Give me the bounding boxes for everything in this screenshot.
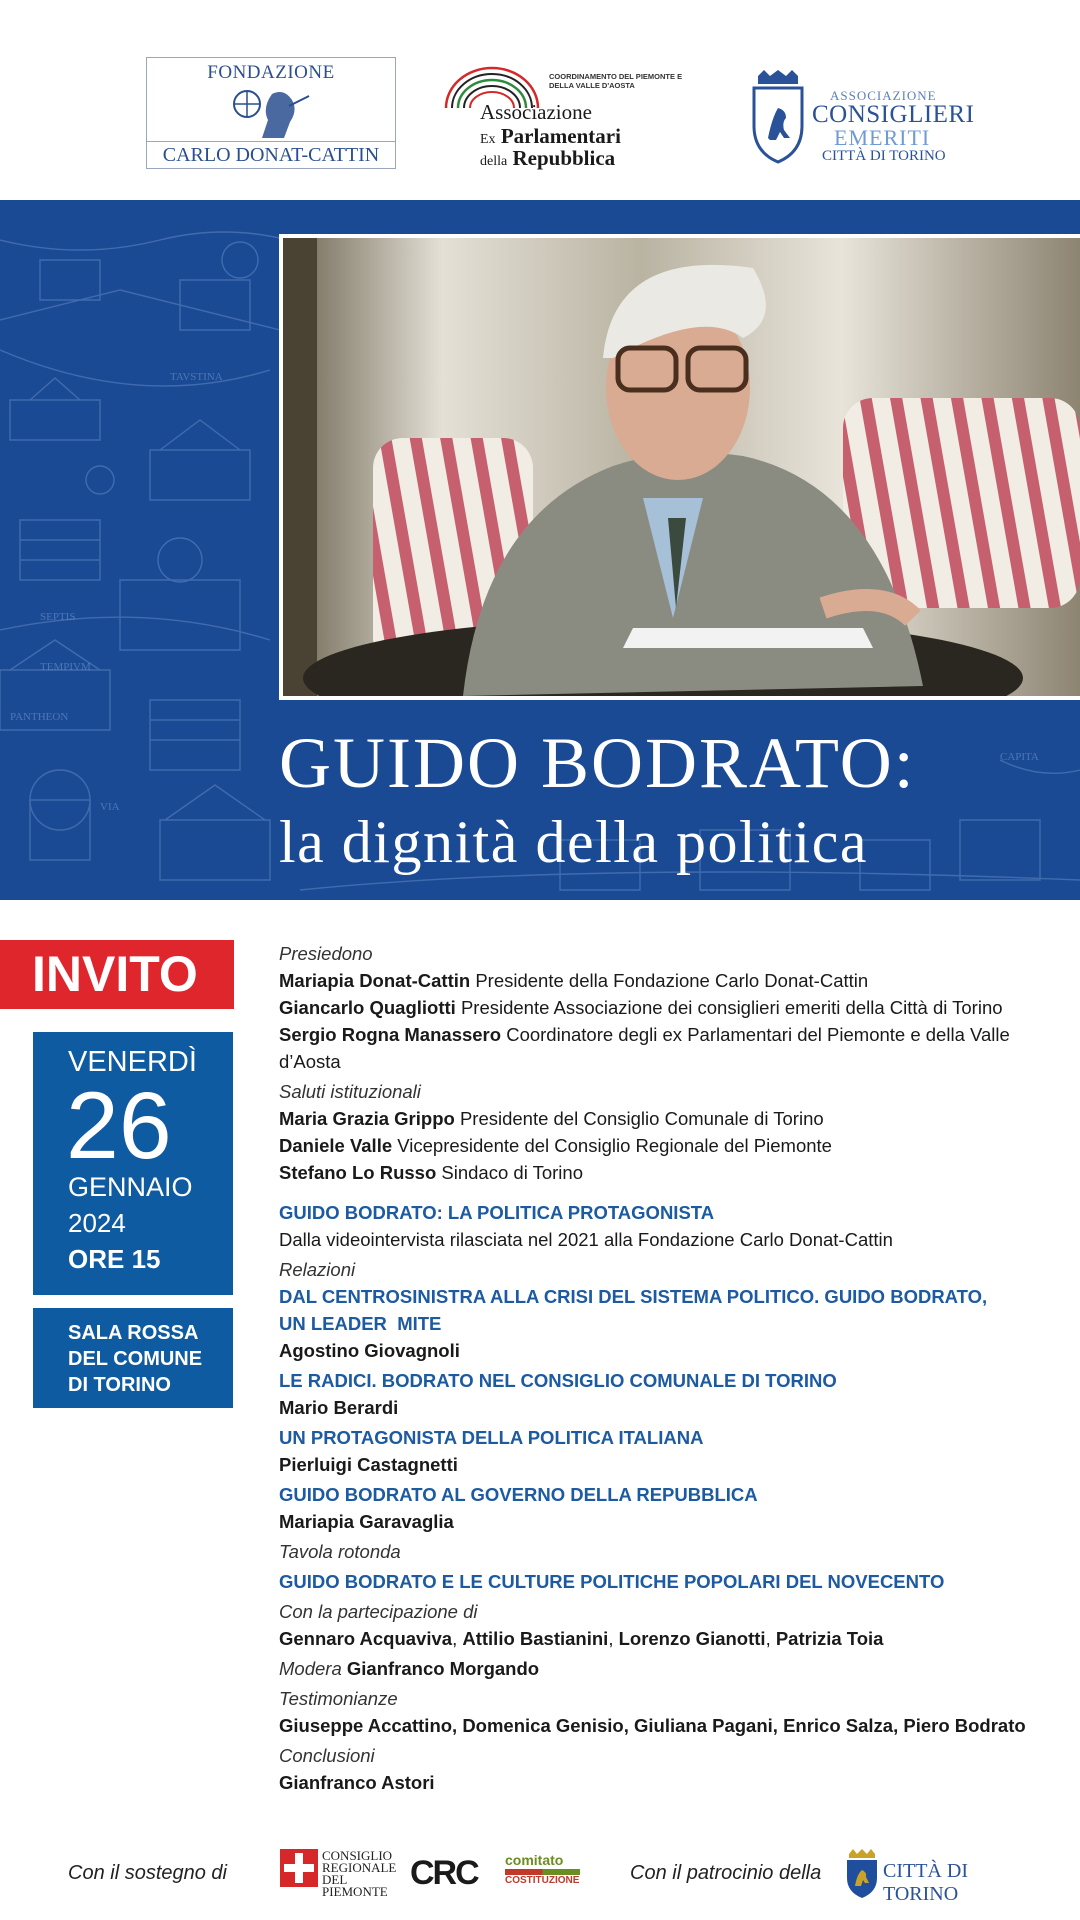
comitato-line1: comitato — [505, 1852, 564, 1868]
comitato-line2: COSTITUZIONE — [505, 1875, 580, 1886]
patrocinio-label: Con il patrocinio della — [630, 1862, 822, 1884]
event-time: ORE 15 — [68, 1244, 161, 1274]
presiedono-item: Giancarlo Quagliotti Presidente Associazione dei consiglieri emeriti della Città di Torino — [279, 997, 1003, 1018]
date-box — [33, 1032, 233, 1295]
relazione-speaker: Mariapia Garavaglia — [279, 1511, 454, 1532]
consiglio-line3: DEL PIEMONTE — [322, 1872, 388, 1899]
consiglieri-emeriti-logo — [750, 68, 990, 168]
tavola-title: GUIDO BODRATO E LE CULTURE POLITICHE POPOLARI DEL NOVECENTO — [279, 1571, 945, 1592]
testimonianze-list: Giuseppe Accattino, Domenica Genisio, Giuliana Pagani, Enrico Salza, Piero Bodrato — [279, 1715, 1026, 1736]
saluti-item: Daniele Valle Vicepresidente del Consiglio Regionale del Piemonte — [279, 1135, 832, 1156]
aep-coordinamento-text: COORDINAMENTO DEL PIEMONTE E DELLA VALLE D'AOSTA — [549, 72, 683, 90]
citta-torino-text: CITTÀ DI TORINO — [883, 1860, 968, 1905]
protagonista-desc: Dalla videointervista rilasciata nel 2021 alla Fondazione Carlo Donat-Cattin — [279, 1229, 893, 1250]
moderatore-line: Modera Gianfranco Morgando — [279, 1658, 540, 1679]
svg-text:SEPTIS: SEPTIS — [40, 611, 76, 623]
relazione-speaker: Pierluigi Castagnetti — [279, 1454, 458, 1475]
relazioni-label: Relazioni — [279, 1259, 356, 1280]
presiedono-item: Mariapia Donat-Cattin Presidente della Fondazione Carlo Donat-Cattin — [279, 970, 869, 991]
fondazione-logo-line1: FONDAZIONE — [207, 62, 335, 83]
consiglio-line2: REGIONALE — [322, 1860, 397, 1875]
event-day: 26 — [66, 1073, 172, 1179]
relazione-title: GUIDO BODRATO AL GOVERNO DELLA REPUBBLICA — [279, 1484, 758, 1505]
svg-text:PANTHEON: PANTHEON — [10, 711, 69, 723]
protagonista-title: GUIDO BODRATO: LA POLITICA PROTAGONISTA — [279, 1202, 715, 1223]
ace-line4: CITTÀ DI TORINO — [822, 148, 946, 164]
venue-box — [33, 1308, 233, 1408]
program — [279, 940, 1049, 1796]
comitato-costituzione-logo — [505, 1852, 580, 1888]
partecipanti-list: Gennaro Acquaviva, Attilio Bastianini, Lorenzo Gianotti, Patrizia Toia — [279, 1628, 884, 1649]
fondazione-logo-line2: CARLO DONAT-CATTIN — [147, 141, 395, 168]
relazione-speaker: Mario Berardi — [279, 1397, 399, 1418]
event-weekday: VENERDÌ — [68, 1046, 197, 1078]
event-month: GENNAIO — [68, 1172, 193, 1202]
saluti-label: Saluti istituzionali — [279, 1081, 421, 1102]
portrait-photo — [279, 234, 1080, 700]
presiedono-label: Presiedono — [279, 943, 373, 964]
relazione-speaker: Agostino Giovagnoli — [279, 1340, 460, 1361]
sextant-figure-icon — [227, 84, 317, 140]
relazione-title: LE RADICI. BODRATO NEL CONSIGLIO COMUNALE DI TORINO — [279, 1370, 837, 1391]
event-year: 2024 — [68, 1208, 126, 1238]
conclusioni-speaker: Gianfranco Astori — [279, 1772, 435, 1793]
sponsor-footer — [0, 1840, 1080, 1920]
partecipazione-label: Con la partecipazione di — [279, 1601, 478, 1622]
aep-line1: Associazione — [480, 100, 592, 124]
svg-text:TEMPIVM: TEMPIVM — [40, 661, 91, 673]
torino-crest-icon — [845, 1848, 879, 1898]
consiglio-regionale-logo — [280, 1848, 405, 1899]
saluti-item: Stefano Lo Russo Sindaco di Torino — [279, 1162, 583, 1183]
crc-logo: CRC — [410, 1854, 478, 1892]
tavola-label: Tavola rotonda — [279, 1541, 401, 1562]
citta-torino-logo — [845, 1848, 1045, 1905]
presiedono-item: Sergio Rogna Manassero Coordinatore degli ex Parlamentari del Piemonte e della Valle d’Aosta — [279, 1024, 1010, 1072]
svg-text:CAPITA: CAPITA — [1000, 751, 1039, 763]
piemonte-flag-icon — [280, 1849, 318, 1887]
ace-line2: CONSIGLIERI — [812, 101, 975, 128]
consiglio-line1: CONSIGLIO — [322, 1848, 393, 1863]
hero-banner — [0, 200, 1080, 900]
svg-text:TAVSTINA: TAVSTINA — [170, 371, 223, 383]
conclusioni-label: Conclusioni — [279, 1745, 375, 1766]
venue-line1: SALA ROSSA — [68, 1322, 199, 1344]
event-title: GUIDO BODRATO: — [279, 723, 916, 803]
relazione-title: UN PROTAGONISTA DELLA POLITICA ITALIANA — [279, 1427, 704, 1448]
svg-text:VIA: VIA — [100, 801, 120, 813]
ace-line1: ASSOCIAZIONE — [830, 88, 937, 103]
saluti-item: Maria Grazia Grippo Presidente del Consiglio Comunale di Torino — [279, 1108, 824, 1129]
ex-parlamentari-logo — [442, 60, 692, 175]
invito-label: INVITO — [0, 940, 234, 1009]
fondazione-donat-cattin-logo — [146, 57, 396, 169]
aep-line3: della Repubblica — [480, 146, 616, 170]
portrait-image — [283, 238, 1080, 696]
torino-crest-icon — [750, 68, 806, 166]
sostegno-label: Con il sostegno di — [68, 1862, 227, 1884]
venue-line2: DEL COMUNE — [68, 1348, 203, 1370]
aep-line2: Ex Parlamentari — [480, 124, 621, 148]
relazione-title: DAL CENTROSINISTRA ALLA CRISI DEL SISTEMA POLITICO. GUIDO BODRATO, — [279, 1286, 988, 1307]
event-subtitle: la dignità della politica — [279, 809, 868, 875]
testimonianze-label: Testimonianze — [279, 1688, 398, 1709]
logo-header — [0, 0, 1080, 200]
relazione-title-cont: UN LEADER MITE — [279, 1313, 442, 1334]
venue-line3: DI TORINO — [68, 1374, 171, 1396]
ace-line3: EMERITI — [834, 125, 931, 150]
